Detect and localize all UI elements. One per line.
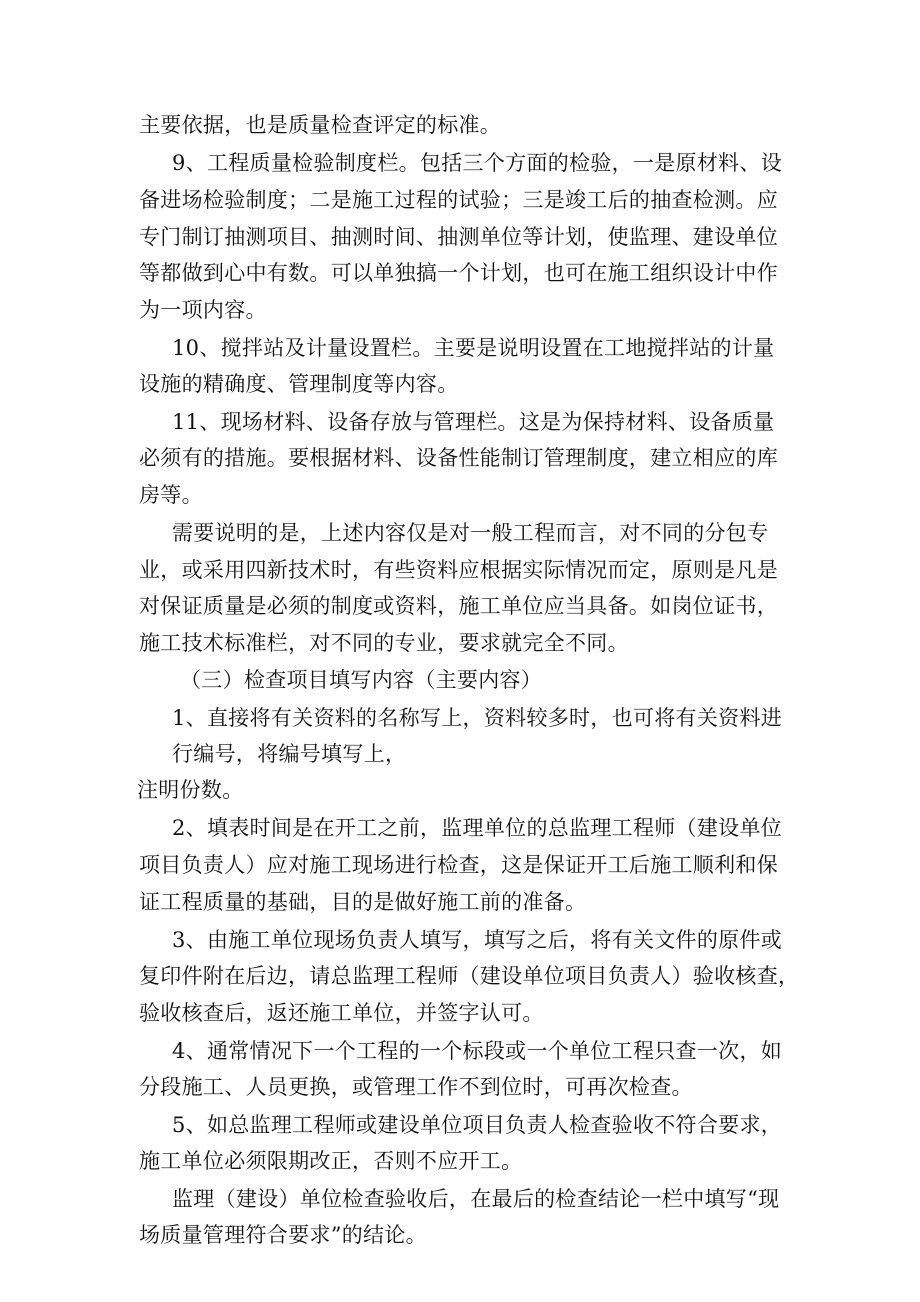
text-line: 监理（建设）单位检查验收后，在最后的检查结论一栏中填写“现: [172, 1187, 780, 1211]
text-line: 注明份数。: [137, 778, 244, 802]
text-line: 项目负责人）应对施工现场进行检查，这是保证开工后施工顺利和保: [139, 853, 778, 877]
text-line: 1、直接将有关资料的名称写上，资料较多时，也可将有关资料进: [172, 706, 783, 730]
text-line: 分段施工、人员更换，或管理工作不到位时，可再次检查。: [139, 1075, 693, 1099]
text-line: 11、现场材料、设备存放与管理栏。这是为保持材料、设备质量: [172, 410, 775, 434]
text-line: 业，或采用四新技术时，有些资料应根据实际情况而定，原则是凡是: [139, 558, 778, 582]
text-line: 对保证质量是必须的制度或资料，施工单位应当具备。如岗位证书，: [139, 594, 778, 618]
text-line: 等都做到心中有数。可以单独搞一个计划，也可在施工组织设计中作: [139, 261, 778, 285]
text-line: 5、如总监理工程师或建设单位项目负责人检查验收不符合要求，: [172, 1113, 783, 1137]
text-line: 需要说明的是，上述内容仅是对一般工程而言，对不同的分包专: [172, 521, 769, 545]
text-line: 施工技术标准栏，对不同的专业，要求就完全不同。: [139, 631, 629, 655]
text-line: 10、搅拌站及计量设置栏。主要是说明设置在工地搅拌站的计量: [172, 336, 775, 360]
text-line: 备进场检验制度；二是施工过程的试验；三是竣工后的抽查检测。应: [139, 188, 778, 212]
text-line: 9、工程质量检验制度栏。包括三个方面的检验，一是原材料、设: [172, 151, 783, 175]
text-line: 必须有的措施。要根据材料、设备性能制订管理制度，建立相应的库: [139, 446, 778, 470]
text-line: 场质量管理符合要求”的结论。: [139, 1223, 427, 1247]
text-line: 复印件附在后边，请总监理工程师（建设单位项目负责人）验收核查，: [139, 964, 800, 988]
text-line: 为一项内容。: [139, 298, 267, 322]
text-line: 行编号，将编号填写上，: [172, 742, 407, 766]
text-line: 证工程质量的基础，目的是做好施工前的准备。: [139, 890, 587, 914]
text-line: 2、填表时间是在开工之前，监理单位的总监理工程师（建设单位: [172, 816, 783, 840]
section-heading: （三）检查项目填写内容（主要内容）: [180, 668, 543, 692]
text-line: 施工单位必须限期改正，否则不应开工。: [139, 1149, 523, 1173]
text-line: 设施的精确度、管理制度等内容。: [139, 372, 459, 396]
text-line: 主要依据，也是质量检查评定的标准。: [139, 113, 502, 137]
text-line: 房等。: [139, 483, 203, 507]
text-line: 3、由施工单位现场负责人填写，填写之后，将有关文件的原件或: [172, 928, 783, 952]
text-line: 专门制订抽测项目、抽测时间、抽测单位等计划，使监理、建设单位: [139, 225, 778, 249]
text-line: 4、通常情况下一个工程的一个标段或一个单位工程只查一次，如: [172, 1039, 783, 1063]
text-line: 验收核查后，返还施工单位，并签字认可。: [139, 1001, 544, 1025]
